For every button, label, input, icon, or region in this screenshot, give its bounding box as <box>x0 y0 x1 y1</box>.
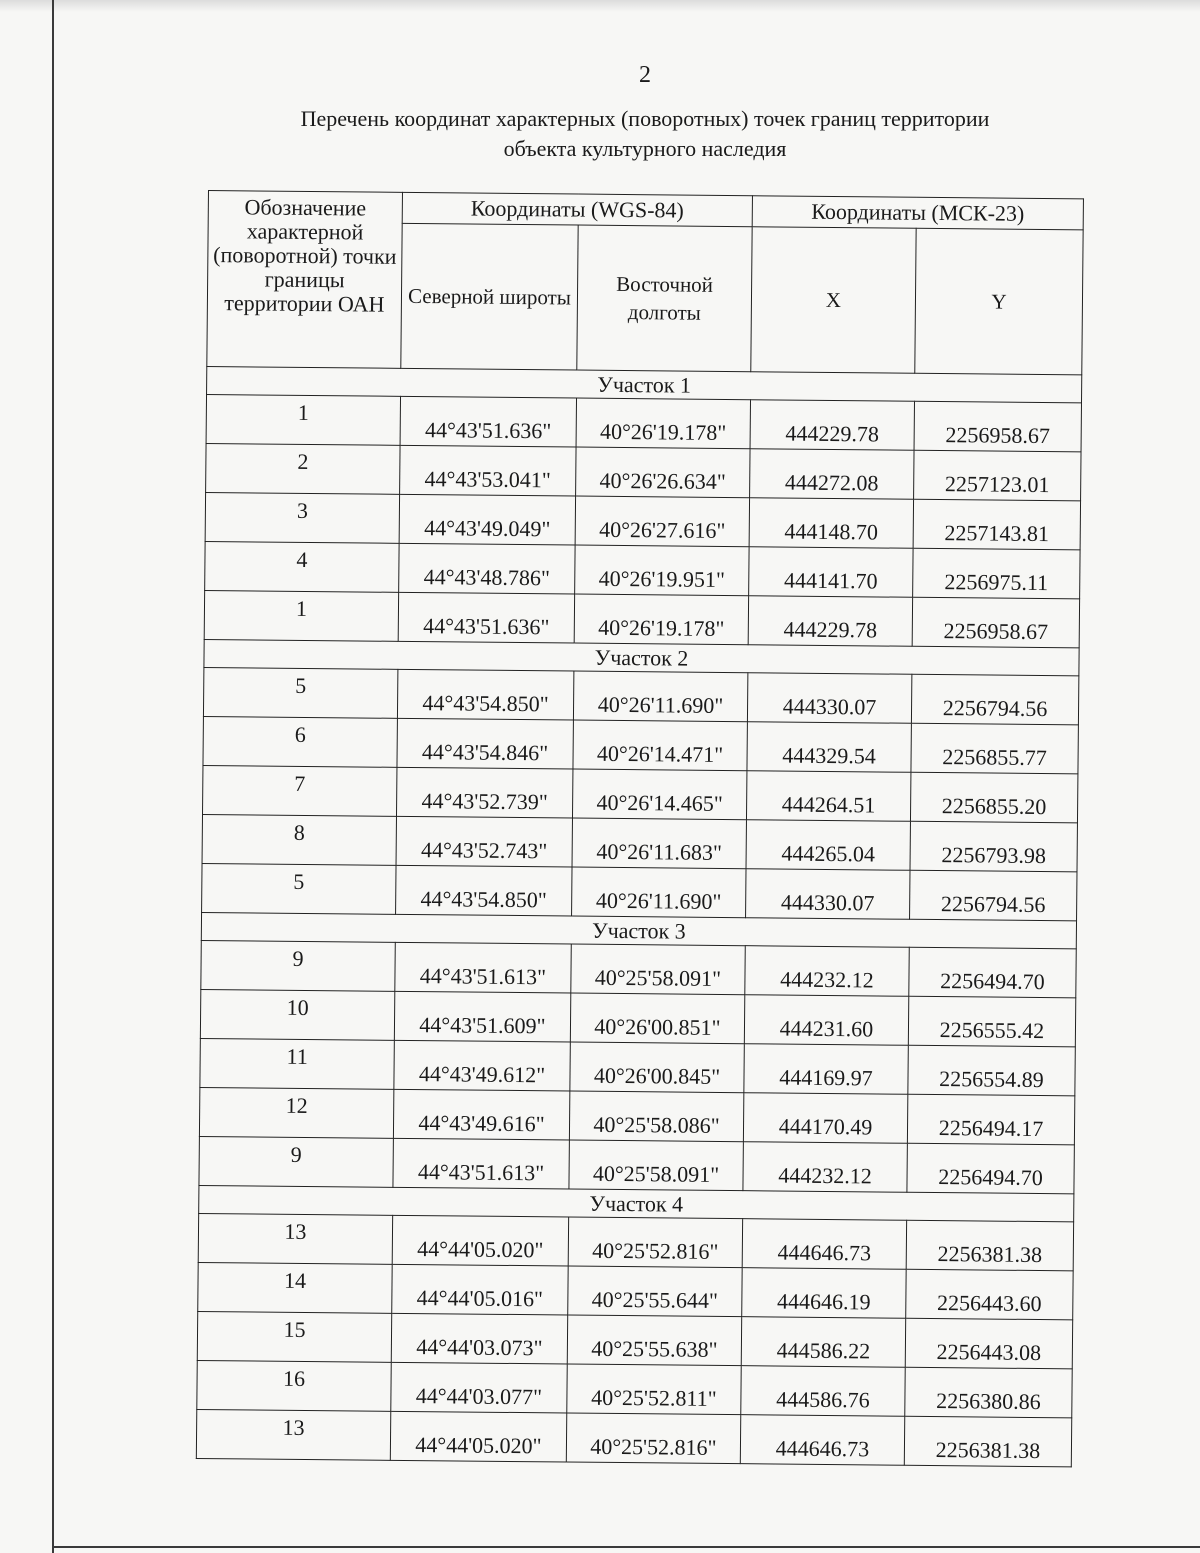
x-cell: 444330.07 <box>746 869 910 920</box>
section-label: Участок 1 <box>207 366 1082 402</box>
table-row <box>203 765 1078 822</box>
document-title <box>230 104 1060 164</box>
scan-top-shadow <box>0 0 1200 12</box>
latitude-cell: 44°44'03.077" <box>391 1362 567 1413</box>
longitude-cell: 40°25'52.816" <box>566 1413 740 1464</box>
header-wgs84: Координаты (WGS-84) <box>402 192 752 226</box>
point-cell: 4 <box>205 541 399 592</box>
table-row <box>199 1087 1074 1144</box>
point-cell: 1 <box>204 590 398 641</box>
point-cell: 2 <box>206 443 400 494</box>
longitude-cell: 40°26'11.690" <box>573 671 747 722</box>
table-row <box>201 940 1076 997</box>
header-latitude: Северной широты <box>401 223 578 370</box>
section-label: Участок 4 <box>199 1185 1074 1221</box>
x-cell: 444330.07 <box>747 673 911 724</box>
y-cell: 2256381.38 <box>904 1416 1071 1467</box>
x-cell: 444232.12 <box>743 1142 907 1193</box>
point-cell: 8 <box>202 814 396 865</box>
point-cell: 13 <box>196 1409 390 1460</box>
y-cell: 2256794.56 <box>911 674 1078 725</box>
scan-bottom-edge <box>52 1546 1200 1548</box>
point-cell: 10 <box>200 989 394 1040</box>
y-cell: 2256855.20 <box>910 772 1077 823</box>
latitude-cell: 44°43'51.636" <box>400 396 576 447</box>
y-cell: 2257143.81 <box>913 499 1080 550</box>
x-cell: 444329.54 <box>747 722 911 773</box>
header-longitude: Восточной долготы <box>577 225 752 372</box>
scan-left-edge <box>52 0 54 1553</box>
longitude-cell: 40°26'19.178" <box>574 594 748 645</box>
longitude-cell: 40°25'58.091" <box>571 944 745 995</box>
longitude-cell: 40°26'26.634" <box>576 447 750 498</box>
header-msk23: Координаты (МСК-23) <box>752 196 1083 230</box>
x-cell: 444231.60 <box>744 995 908 1046</box>
latitude-cell: 44°43'51.613" <box>393 1138 569 1189</box>
table-row <box>202 863 1077 920</box>
table-body <box>196 366 1081 1466</box>
table-row <box>203 716 1078 773</box>
table-row <box>198 1213 1073 1270</box>
latitude-cell: 44°44'05.020" <box>390 1411 566 1462</box>
y-cell: 2257123.01 <box>914 450 1081 501</box>
y-cell: 2256381.38 <box>906 1220 1073 1271</box>
longitude-cell: 40°26'14.471" <box>573 720 747 771</box>
latitude-cell: 44°43'49.616" <box>393 1089 569 1140</box>
latitude-cell: 44°43'48.786" <box>399 543 575 594</box>
y-cell: 2256793.98 <box>910 821 1077 872</box>
x-cell: 444646.73 <box>742 1219 906 1270</box>
x-cell: 444646.19 <box>742 1268 906 1319</box>
table-row <box>206 443 1081 500</box>
y-cell: 2256794.56 <box>910 870 1077 921</box>
table-row <box>200 989 1075 1046</box>
latitude-cell: 44°43'51.609" <box>394 991 570 1042</box>
y-cell: 2256975.11 <box>913 548 1080 599</box>
header-point-designation: Обозначение характерной (поворотной) точки границы территории ОАН <box>207 191 403 369</box>
y-cell: 2256380.86 <box>905 1367 1072 1418</box>
longitude-cell: 40°26'27.616" <box>575 496 749 547</box>
latitude-cell: 44°43'52.743" <box>396 816 572 867</box>
table-row <box>203 667 1078 724</box>
table-row <box>200 1038 1075 1095</box>
table-row <box>205 492 1080 549</box>
point-cell: 16 <box>197 1360 391 1411</box>
table-row <box>204 590 1079 647</box>
y-cell: 2256443.08 <box>905 1318 1072 1369</box>
latitude-cell: 44°43'54.846" <box>397 718 573 769</box>
x-cell: 444586.76 <box>741 1366 905 1417</box>
longitude-cell: 40°25'52.816" <box>568 1217 742 1268</box>
longitude-cell: 40°26'19.178" <box>576 398 750 449</box>
table-row <box>198 1262 1073 1319</box>
latitude-cell: 44°43'53.041" <box>400 445 576 496</box>
y-cell: 2256554.89 <box>908 1045 1075 1096</box>
x-cell: 444229.78 <box>748 596 912 647</box>
table-row <box>206 394 1081 451</box>
latitude-cell: 44°43'51.613" <box>395 942 571 993</box>
table-row <box>205 541 1080 598</box>
longitude-cell: 40°26'11.683" <box>572 818 746 869</box>
y-cell: 2256494.17 <box>907 1094 1074 1145</box>
x-cell: 444265.04 <box>746 820 910 871</box>
y-cell: 2256958.67 <box>914 401 1081 452</box>
longitude-cell: 40°26'14.465" <box>572 769 746 820</box>
document-title-line-1: Перечень координат характерных (поворотных) точек границ территории <box>300 106 990 131</box>
longitude-cell: 40°25'55.644" <box>568 1266 742 1317</box>
table-row <box>199 1136 1074 1193</box>
point-cell: 12 <box>199 1087 393 1138</box>
latitude-cell: 44°44'05.020" <box>392 1215 568 1266</box>
y-cell: 2256958.67 <box>912 597 1079 648</box>
coordinates-table <box>196 190 1084 1467</box>
point-cell: 7 <box>203 765 397 816</box>
table-row <box>197 1360 1072 1417</box>
x-cell: 444232.12 <box>745 946 909 997</box>
y-cell: 2256855.77 <box>911 723 1078 774</box>
y-cell: 2256443.60 <box>906 1269 1073 1320</box>
x-cell: 444272.08 <box>750 449 914 500</box>
document-title-line-2: объекта культурного наследия <box>503 136 787 161</box>
latitude-cell: 44°43'54.850" <box>397 669 573 720</box>
latitude-cell: 44°44'05.016" <box>392 1264 568 1315</box>
point-cell: 14 <box>198 1262 392 1313</box>
latitude-cell: 44°43'52.739" <box>396 767 572 818</box>
longitude-cell: 40°25'58.091" <box>569 1140 743 1191</box>
x-cell: 444229.78 <box>750 400 914 451</box>
point-cell: 5 <box>202 863 396 914</box>
point-cell: 13 <box>198 1213 392 1264</box>
latitude-cell: 44°44'03.073" <box>391 1313 567 1364</box>
table-row <box>197 1311 1072 1368</box>
point-cell: 3 <box>205 492 399 543</box>
longitude-cell: 40°25'55.638" <box>567 1315 741 1366</box>
page-number: 2 <box>639 62 651 88</box>
x-cell: 444264.51 <box>746 771 910 822</box>
latitude-cell: 44°43'54.850" <box>396 865 572 916</box>
table-row <box>196 1409 1071 1466</box>
latitude-cell: 44°43'49.612" <box>394 1040 570 1091</box>
y-cell: 2256494.70 <box>907 1143 1074 1194</box>
longitude-cell: 40°26'00.851" <box>570 993 744 1044</box>
longitude-cell: 40°25'58.086" <box>569 1091 743 1142</box>
longitude-cell: 40°26'19.951" <box>575 545 749 596</box>
x-cell: 444646.73 <box>740 1415 904 1466</box>
header-x: X <box>751 227 916 374</box>
x-cell: 444169.97 <box>744 1044 908 1095</box>
x-cell: 444148.70 <box>749 498 913 549</box>
latitude-cell: 44°43'51.636" <box>398 592 574 643</box>
x-cell: 444586.22 <box>741 1317 905 1368</box>
point-cell: 11 <box>200 1038 394 1089</box>
point-cell: 6 <box>203 716 397 767</box>
longitude-cell: 40°25'52.811" <box>567 1364 741 1415</box>
table-row <box>202 814 1077 871</box>
y-cell: 2256555.42 <box>908 996 1075 1047</box>
point-cell: 5 <box>203 667 397 718</box>
point-cell: 15 <box>197 1311 391 1362</box>
latitude-cell: 44°43'49.049" <box>399 494 575 545</box>
x-cell: 444170.49 <box>743 1093 907 1144</box>
y-cell: 2256494.70 <box>909 947 1076 998</box>
section-label: Участок 2 <box>204 639 1079 675</box>
point-cell: 9 <box>199 1136 393 1187</box>
section-label: Участок 3 <box>201 912 1076 948</box>
x-cell: 444141.70 <box>749 547 913 598</box>
header-y: Y <box>915 228 1083 375</box>
point-cell: 1 <box>206 394 400 445</box>
point-cell: 9 <box>201 940 395 991</box>
longitude-cell: 40°26'11.690" <box>572 867 746 918</box>
longitude-cell: 40°26'00.845" <box>570 1042 744 1093</box>
